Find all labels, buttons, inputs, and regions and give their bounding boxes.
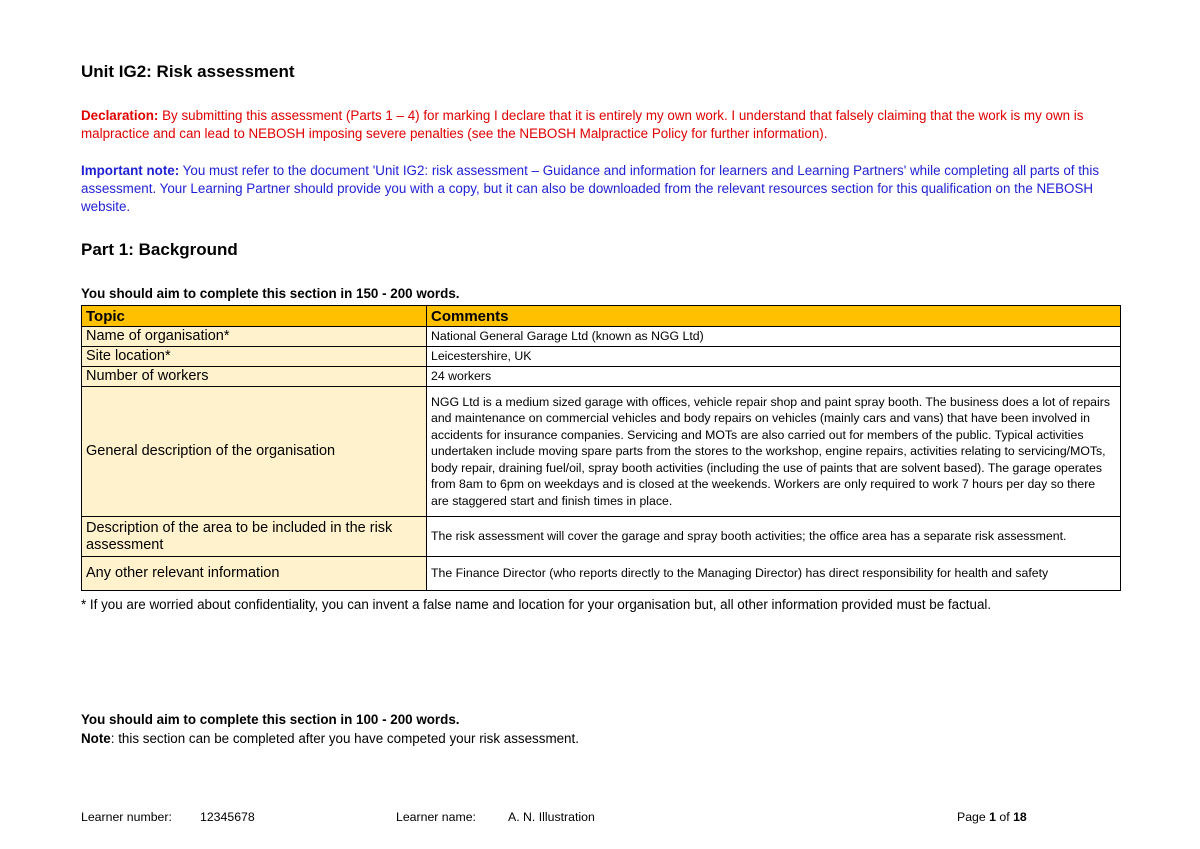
comment-cell[interactable]: The Finance Director (who reports directly to the Managing Director) has direct responsibility for health and safety (427, 557, 1121, 591)
table-row (82, 387, 1121, 517)
learner-number-value: 12345678 (200, 810, 255, 824)
topic-cell: Name of organisation* (82, 327, 427, 347)
table-row (82, 327, 1121, 347)
table-row (82, 367, 1121, 387)
important-note-text: You must refer to the document 'Unit IG2: risk assessment – Guidance and information for learners and Learning Partners' while completing all parts of this assessment. Your Learning Partner should provide you with a copy, but it can also be downloaded from the relevant resources section for this qualification on the NEBOSH website. (81, 163, 1100, 214)
word-count-guidance-2: You should aim to complete this section in 100 - 200 words. (81, 712, 460, 727)
declaration-text: By submitting this assessment (Parts 1 – 4) for marking I declare that it is entirely my own work. I understand that falsely claiming that the work is my own is malpractice and can lead to NEBOSH imposing severe penalties (see the NEBOSH Malpractice Policy for further information). (81, 108, 1084, 141)
completion-note (81, 731, 579, 746)
learner-number-label: Learner number: (81, 810, 172, 824)
header-topic: Topic (82, 306, 427, 327)
important-note-label: Important note: (81, 163, 180, 178)
page-label: Page (957, 810, 990, 824)
topic-cell: Description of the area to be included in the risk assessment (82, 517, 427, 557)
completion-note-label: Note (81, 731, 111, 746)
topic-cell: General description of the organisation (82, 387, 427, 517)
page-total: 18 (1013, 810, 1027, 824)
page-title: Unit IG2: Risk assessment (81, 62, 295, 81)
comment-cell[interactable]: The risk assessment will cover the garage and spray booth activities; the office area has a separate risk assessment. (427, 517, 1121, 557)
page-current: 1 (989, 810, 996, 824)
confidentiality-footnote: * If you are worried about confidentiality, you can invent a false name and location for your organisation but, all other information provided must be factual. (81, 597, 992, 612)
word-count-guidance-1: You should aim to complete this section in 150 - 200 words. (81, 286, 460, 301)
table-row (82, 347, 1121, 367)
background-table (81, 305, 1121, 591)
page-of: of (995, 810, 1014, 824)
header-comments: Comments (427, 306, 1121, 327)
part1-heading: Part 1: Background (81, 240, 238, 259)
table-header-row (82, 306, 1121, 327)
completion-note-text: : this section can be completed after you have competed your risk assessment. (110, 731, 579, 746)
page-indicator (957, 810, 1027, 824)
declaration-paragraph (81, 107, 1126, 143)
topic-cell: Any other relevant information (82, 557, 427, 591)
important-note-paragraph (81, 162, 1126, 216)
comment-cell[interactable]: NGG Ltd is a medium sized garage with offices, vehicle repair shop and paint spray booth. The business does a lot of repairs and maintenance on commercial vehicles and body repairs on vehicles (mainly cars and vans) that have been involved in accidents for insurance companies. Servicing and MOTs are also carried out for members of the public. Typical activities undertaken include moving spare parts from the stores to the workshop, engine repairs, activities relating to servicing/MOTs, body repair, draining fuel/oil, spray booth activities (including the use of paints that are solvent based). The garage operates from 8am to 6pm on weekdays and is closed at the weekends. Workers are only required to work 7 hours per day so there are staggered start and finish times in place. (427, 387, 1121, 517)
comment-cell[interactable]: National General Garage Ltd (known as NGG Ltd) (427, 327, 1121, 347)
declaration-label: Declaration: (81, 108, 159, 123)
table-row (82, 517, 1121, 557)
topic-cell: Site location* (82, 347, 427, 367)
comment-cell[interactable]: Leicestershire, UK (427, 347, 1121, 367)
learner-name-value: A. N. Illustration (508, 810, 595, 824)
comment-cell[interactable]: 24 workers (427, 367, 1121, 387)
learner-name-label: Learner name: (396, 810, 476, 824)
table-row (82, 557, 1121, 591)
topic-cell: Number of workers (82, 367, 427, 387)
